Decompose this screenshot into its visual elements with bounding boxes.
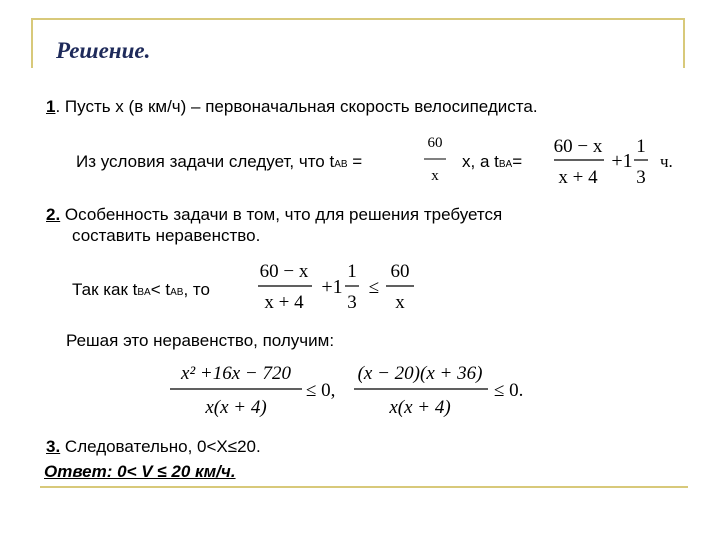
res-le-zero: ≤ 0, (306, 380, 336, 401)
condition-sub-ba: BA (498, 159, 513, 170)
ineq-le: ≤ (368, 277, 380, 298)
step1-line (46, 97, 538, 117)
since-line (72, 280, 210, 300)
step1-number: 1 (46, 97, 56, 116)
ineq-num1: 60 − x (259, 261, 309, 282)
condition-prefix: Из условия задачи следует, что t (76, 152, 335, 171)
condition-mid (462, 152, 522, 172)
condition-line (76, 152, 362, 172)
step2-text-1: Особенность задачи в том, что для решения требуется (60, 205, 503, 224)
frac1-den: x + 4 (558, 167, 598, 188)
condition-eq: = (347, 152, 363, 171)
frame-bottom-line (40, 486, 688, 488)
ineq-den2: x (395, 292, 405, 313)
since-sub-ba: BA (137, 287, 151, 298)
answer-line (44, 462, 236, 482)
solving-text: Решая это неравенство, получим: (66, 331, 335, 350)
answer-text: Ответ: 0< V ≤ 20 км/ч. (44, 462, 236, 481)
result-expression (168, 359, 540, 421)
third-den: 3 (636, 167, 646, 188)
frame-top-line (31, 18, 685, 20)
frame-right-line (683, 18, 685, 68)
frac-small-num: 60 (427, 135, 443, 151)
step3-number: 3. (46, 437, 61, 456)
since-lt: < t (150, 280, 171, 299)
step2-line2: составить неравенство. (72, 226, 261, 245)
ineq-third-num: 1 (347, 261, 357, 282)
since-then: , то (183, 280, 210, 299)
condition-eq2: = (512, 152, 523, 171)
inequality-expression (252, 258, 424, 316)
res-le-zero-b: ≤ 0. (494, 380, 524, 401)
res1-num: x² +16x − 720 (181, 363, 291, 384)
condition-mid-text: х, а t (462, 152, 499, 171)
plus-one: +1 (611, 150, 633, 172)
step3-line (46, 437, 261, 457)
step2-line1 (46, 205, 502, 225)
frac-small-den: x (431, 168, 439, 184)
step2-number: 2. (46, 205, 61, 224)
since-sub-ab: AB (170, 287, 184, 298)
step3-text: Следовательно, 0<Х≤20. (60, 437, 261, 456)
frac1-num: 60 − x (553, 136, 603, 157)
frame-left-line (31, 18, 33, 68)
tba-expression (548, 134, 680, 190)
frac-60-over-x-small (422, 131, 448, 187)
since-prefix: Так как t (72, 280, 138, 299)
res2-den: x(x + 4) (389, 397, 451, 418)
ineq-den1: x + 4 (264, 292, 304, 313)
condition-sub-ab: AB (334, 159, 348, 170)
res2-num: (x − 20)(x + 36) (357, 363, 483, 384)
ineq-third-den: 3 (347, 292, 357, 313)
ineq-num2: 60 (390, 261, 410, 282)
third-num: 1 (636, 136, 646, 157)
step1-text: . Пусть х (в км/ч) – первоначальная скорость велосипедиста. (55, 97, 538, 116)
res1-den: x(x + 4) (205, 397, 267, 418)
unit-hours: ч. (660, 152, 673, 171)
ineq-plus-one: +1 (321, 276, 343, 298)
slide-title: Решение. (56, 38, 151, 63)
